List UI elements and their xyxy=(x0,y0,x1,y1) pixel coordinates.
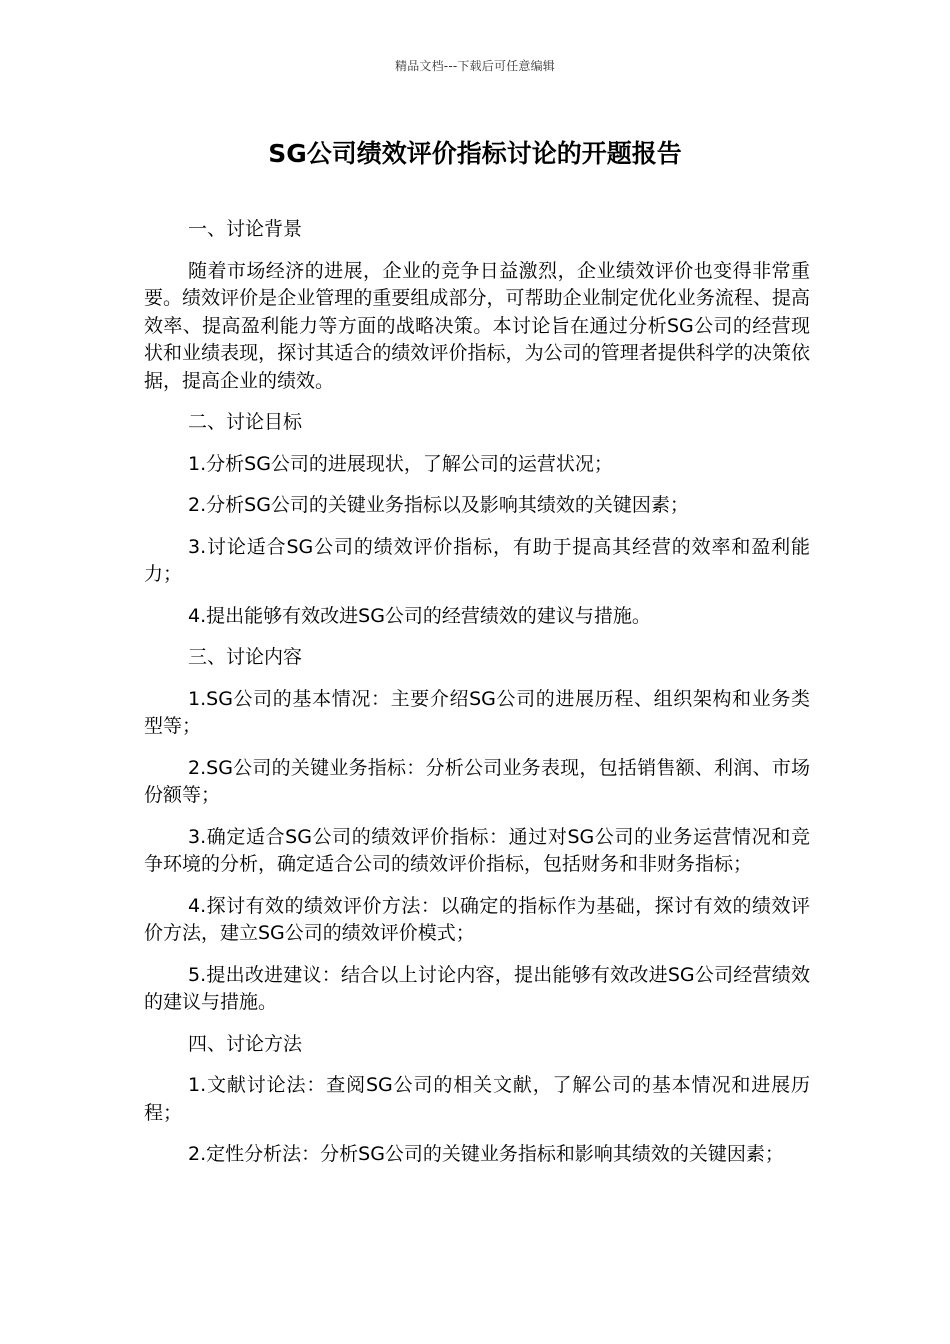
section-heading-background: 一、讨论背景 xyxy=(188,218,303,240)
content-item-4: 4.探讨有效的绩效评价方法：以确定的指标作为基础，探讨有效的绩效评价方法，建立SG公司的绩效评价模式； xyxy=(144,894,810,944)
document-title: SG公司绩效评价指标讨论的开题报告 xyxy=(268,139,682,168)
objective-item-3: 3.讨论适合SG公司的绩效评价指标，有助于提高其经营的效率和盈利能力； xyxy=(144,535,810,585)
header-note: 精品文档---下载后可任意编辑 xyxy=(395,59,555,73)
method-item-2: 2.定性分析法：分析SG公司的关键业务指标和影响其绩效的关键因素； xyxy=(188,1143,784,1165)
paragraph-background: 随着市场经济的进展，企业的竞争日益激烈，企业绩效评价也变得非常重要。绩效评价是企业管理的重要组成部分，可帮助企业制定优化业务流程、提高效率、提高盈利能力等方面的战略决策。本讨论旨在通过分析SG公司的经营现状和业绩表现，探讨其适合的绩效评价指标，为公司的管理者提供科学的决策依据，提高企业的绩效。 xyxy=(144,259,810,392)
section-heading-methods: 四、讨论方法 xyxy=(188,1032,303,1055)
section-heading-content: 三、讨论内容 xyxy=(188,646,303,668)
objective-item-2: 2.分析SG公司的关键业务指标以及影响其绩效的关键因素； xyxy=(188,494,689,516)
content-item-3: 3.确定适合SG公司的绩效评价指标：通过对SG公司的业务运营情况和竞争环境的分析，确定适合公司的绩效评价指标，包括财务和非财务指标； xyxy=(144,825,810,875)
objective-item-1: 1.分析SG公司的进展现状，了解公司的运营状况； xyxy=(188,452,613,475)
section-heading-objectives: 二、讨论目标 xyxy=(188,411,303,433)
objective-item-4: 4.提出能够有效改进SG公司的经营绩效的建议与措施。 xyxy=(188,604,651,627)
content-item-1: 1.SG公司的基本情况：主要介绍SG公司的进展历程、组织架构和业务类型等； xyxy=(144,687,810,737)
content-item-2: 2.SG公司的关键业务指标：分析公司业务表现，包括销售额、利润、市场份额等； xyxy=(144,756,810,806)
content-item-5: 5.提出改进建议：结合以上讨论内容，提出能够有效改进SG公司经营绩效的建议与措施。 xyxy=(144,963,810,1013)
document-body xyxy=(144,216,810,1183)
method-item-1: 1.文献讨论法：查阅SG公司的相关文献，了解公司的基本情况和进展历程； xyxy=(144,1074,810,1124)
